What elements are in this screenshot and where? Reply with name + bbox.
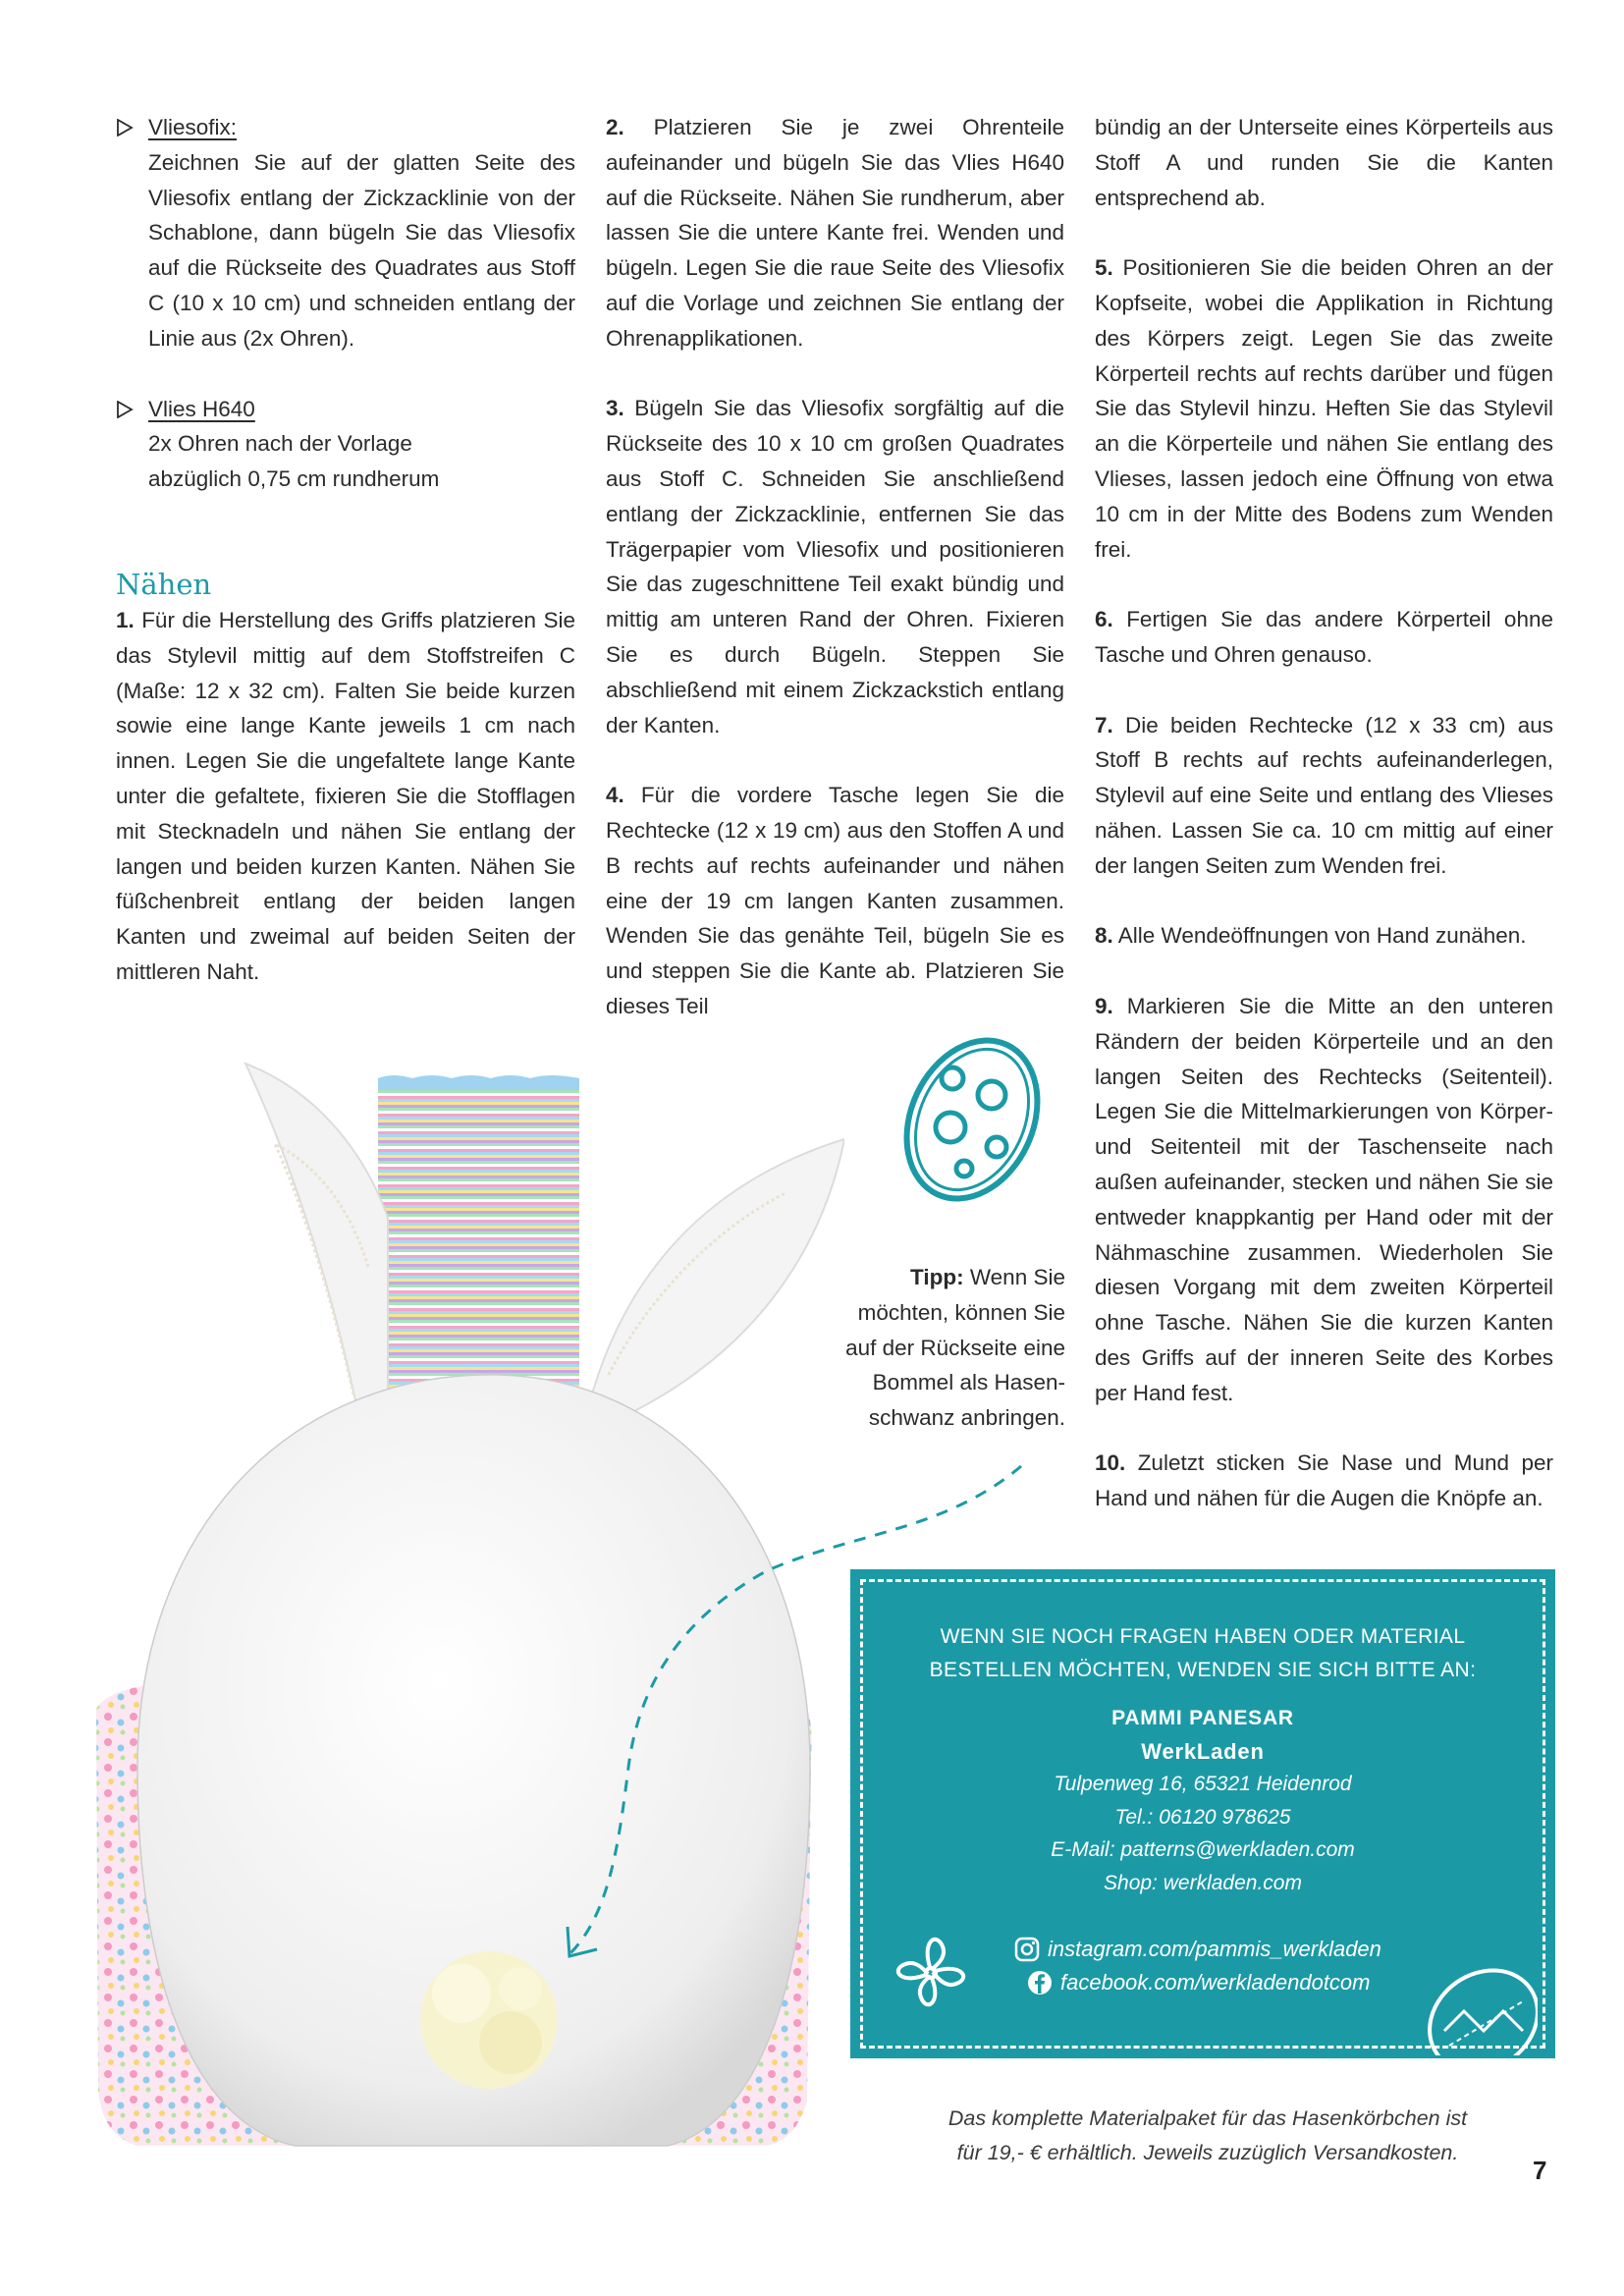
contact-phone: Tel.: 06120 978625	[1114, 1805, 1291, 1829]
step-number: 8.	[1095, 923, 1113, 949]
step-text: Positionieren Sie die beiden Ohren an der Kopfseite, wobei die Applikation in Richtung des Körpers zeigt. Legen Sie das zweite Körperteil rechts auf rechts darüber und fügen Sie das Stylevil hinzu. Heften Sie das Stylevil an die Körperteile und nähen Sie entlang des Vlieses, lassen jedoch eine Öffnung von etwa 10 cm in der Mitte des Bodens zum Wenden frei.	[1095, 255, 1553, 562]
handle-striped	[378, 1075, 579, 1412]
step-text: Markieren Sie die Mitte an den unteren Rändern der beiden Körperteile und an den langen Seiten des Rechtecks (Seitenteil). Legen Sie die Mittelmarkierungen von Körper- und Seitenteil mit der Taschenseite nach außen aufeinander, stecken und nähen Sie sie entweder knappkantig per Hand oder mit der Nähmaschine zusammen. Wiederholen Sie diesen Vorgang mit dem zweiten Körperteil ohne Tasche. Nähen Sie die kurzen Kanten des Griffs auf der inneren Seite des Korbes per Hand fest.	[1095, 993, 1553, 1405]
social-facebook[interactable]	[1027, 1966, 1381, 1999]
triangle-bullet-icon	[116, 401, 134, 418]
material-label: Vliesofix:	[148, 115, 238, 139]
facebook-link[interactable]: facebook.com/werkladendotcom	[1060, 1970, 1371, 1995]
step-text: Bügeln Sie das Vliesofix sorgfältig auf die Rückseite des 10 x 10 cm großen Quadrates aus Stoff C. Schneiden Sie anschließend entlang der Zickzacklinie, entfernen Sie das Trägerpapier vom Vliesofix und positionieren Sie das zugeschnittene Teil exakt bündig und mittig am unteren Rand der Ohren. Fixieren Sie es durch Bügeln. Steppen Sie abschließend mit einem Zickzackstich entlang der Kanten.	[606, 396, 1064, 738]
tip-note	[815, 1260, 1065, 1436]
step-7	[1095, 708, 1553, 884]
caption	[903, 2102, 1512, 2170]
instagram-link[interactable]: instagram.com/pammis_werkladen	[1048, 1937, 1381, 1961]
step-9	[1095, 989, 1553, 1411]
contact-shop[interactable]: Shop: werkladen.com	[1104, 1871, 1302, 1894]
material-line: 2x Ohren nach der Vorlage	[148, 431, 412, 457]
step-number: 6.	[1095, 607, 1113, 632]
step-number: 5.	[1095, 255, 1113, 281]
section-heading-naehen: Nähen	[116, 567, 212, 601]
caption-line: für 19,- € erhältlich. Jeweils zuzüglich Versandkosten.	[956, 2141, 1459, 2164]
facebook-icon	[1027, 1970, 1053, 1995]
step-4	[606, 778, 1064, 1024]
step-number: 4.	[606, 783, 624, 808]
contact-intro: BESTELLEN MÖCHTEN, WENDEN SIE SICH BITTE AN:	[929, 1658, 1477, 1681]
tip-line: auf der Rückseite eine	[845, 1335, 1065, 1360]
contact-name: PAMMI PANESAR	[1111, 1707, 1294, 1729]
triangle-bullet-icon	[116, 119, 134, 137]
material-item-vlies-h640	[116, 392, 575, 497]
material-line: abzüglich 0,75 cm rundherum	[148, 466, 440, 492]
bunny-ear-left	[245, 1064, 388, 1414]
step-text: Alle Wendeöffnungen von Hand zunähen.	[1117, 923, 1527, 949]
tip-line: Bommel als Hasen-	[872, 1370, 1065, 1395]
step-1	[116, 603, 575, 990]
step-text: Platzieren Sie je zwei Ohrenteile aufeinander und bügeln Sie das Vlies H640 auf die Rückseite. Nähen Sie rundherum, aber lassen Sie die untere Kante frei. Wenden und bügeln. Legen Sie die raue Seite des Vliesofix auf die Vorlage und zeichnen Sie entlang der Ohrenapplikationen.	[606, 115, 1064, 351]
column-middle	[606, 110, 1064, 1024]
step-text: Fertigen Sie das andere Körperteil ohne Tasche und Ohren genauso.	[1095, 607, 1553, 667]
step-4-continued: bündig an der Unterseite eines Körperteils aus Stoff A und runden Sie die Kanten entsprechend ab.	[1095, 115, 1553, 210]
tip-label: Tipp:	[910, 1265, 964, 1289]
step-3	[606, 391, 1064, 742]
instagram-icon	[1014, 1937, 1040, 1962]
contact-address: Tulpenweg 16, 65321 Heidenrod	[1054, 1773, 1352, 1795]
step-number: 3.	[606, 396, 624, 421]
tip-line: schwanz anbringen.	[868, 1405, 1065, 1431]
step-2	[606, 110, 1064, 356]
step-number: 7.	[1095, 712, 1113, 738]
material-label: Vlies H640	[148, 396, 255, 421]
bunny-ear-right	[589, 1139, 844, 1414]
contact-email[interactable]: E-Mail: patterns@werkladen.com	[1051, 1838, 1355, 1861]
column-right	[1095, 110, 1553, 1516]
easter-egg-small-icon	[1425, 1962, 1538, 2055]
step-5	[1095, 250, 1553, 567]
step-number: 2.	[606, 115, 624, 139]
step-10	[1095, 1446, 1553, 1516]
material-text: Zeichnen Sie auf der glatten Seite des Vliesofix entlang der Zickzacklinie von der Schablone, dann bügeln Sie das Vliesofix auf die Rückseite des Quadrates aus Stoff C (10 x 10 cm) und schneiden entlang der Linie aus (2x Ohren).	[148, 149, 575, 351]
material-item-vliesofix	[116, 110, 575, 356]
easter-egg-icon	[884, 1021, 1060, 1218]
step-number: 10.	[1095, 1450, 1126, 1476]
tip-line: Wenn Sie	[969, 1265, 1065, 1289]
step-text: Die beiden Rechtecke (12 x 33 cm) aus Stoff B rechts auf rechts aufeinanderlegen, Stylevil auf eine Seite und entlang des Vlieses nähen. Lassen Sie ca. 10 cm mittig auf einer der langen Seiten zum Wenden frei.	[1095, 712, 1553, 878]
step-text: Für die vordere Tasche legen Sie die Rechtecke (12 x 19 cm) aus den Stoffen A und B rechts auf rechts aufeinander und nähen eine der 19 cm langen Kanten zusammen. Wenden Sie das genähte Teil, bügeln Sie es und steppen Sie die Kante ab. Platzieren Sie dieses Teil	[606, 783, 1064, 1018]
step-8	[1095, 918, 1553, 954]
step-6	[1095, 602, 1553, 673]
caption-line: Das komplette Materialpaket für das Hasenkörbchen ist	[947, 2106, 1468, 2130]
step-number: 9.	[1095, 993, 1113, 1018]
tip-line: möchten, können Sie	[857, 1299, 1065, 1325]
column-left	[116, 110, 575, 990]
step-text: Für die Herstellung des Griffs platzieren Sie das Stylevil mittig auf dem Stoffstreifen C (Maße: 12 x 32 cm). Falten Sie beide kurzen sowie eine lange Kante jeweils 1 cm nach innen. Legen Sie die ungefaltete lange Kante unter die gefaltete, fixieren Sie die Stofflagen mit Stecknadeln und nähen Sie entlang der langen und beiden kurzen Kanten. Nähen Sie füßchenbreit entlang der beiden langen Kanten und zweimal auf beiden Seiten der mittleren Naht.	[116, 607, 575, 984]
step-number: 1.	[116, 607, 135, 632]
flower-icon	[882, 1923, 980, 2021]
page-number: 7	[1533, 2156, 1547, 2185]
contact-intro: WENN SIE NOCH FRAGEN HABEN ODER MATERIAL	[940, 1625, 1466, 1648]
contact-company: WerkLaden	[1141, 1738, 1265, 1764]
pompom-tail	[420, 1951, 558, 2089]
step-text: Zuletzt sticken Sie Nase und Mund per Hand und nähen für die Augen die Knöpfe an.	[1095, 1450, 1553, 1511]
social-links	[1014, 1933, 1381, 1999]
social-instagram[interactable]	[1014, 1933, 1381, 1966]
